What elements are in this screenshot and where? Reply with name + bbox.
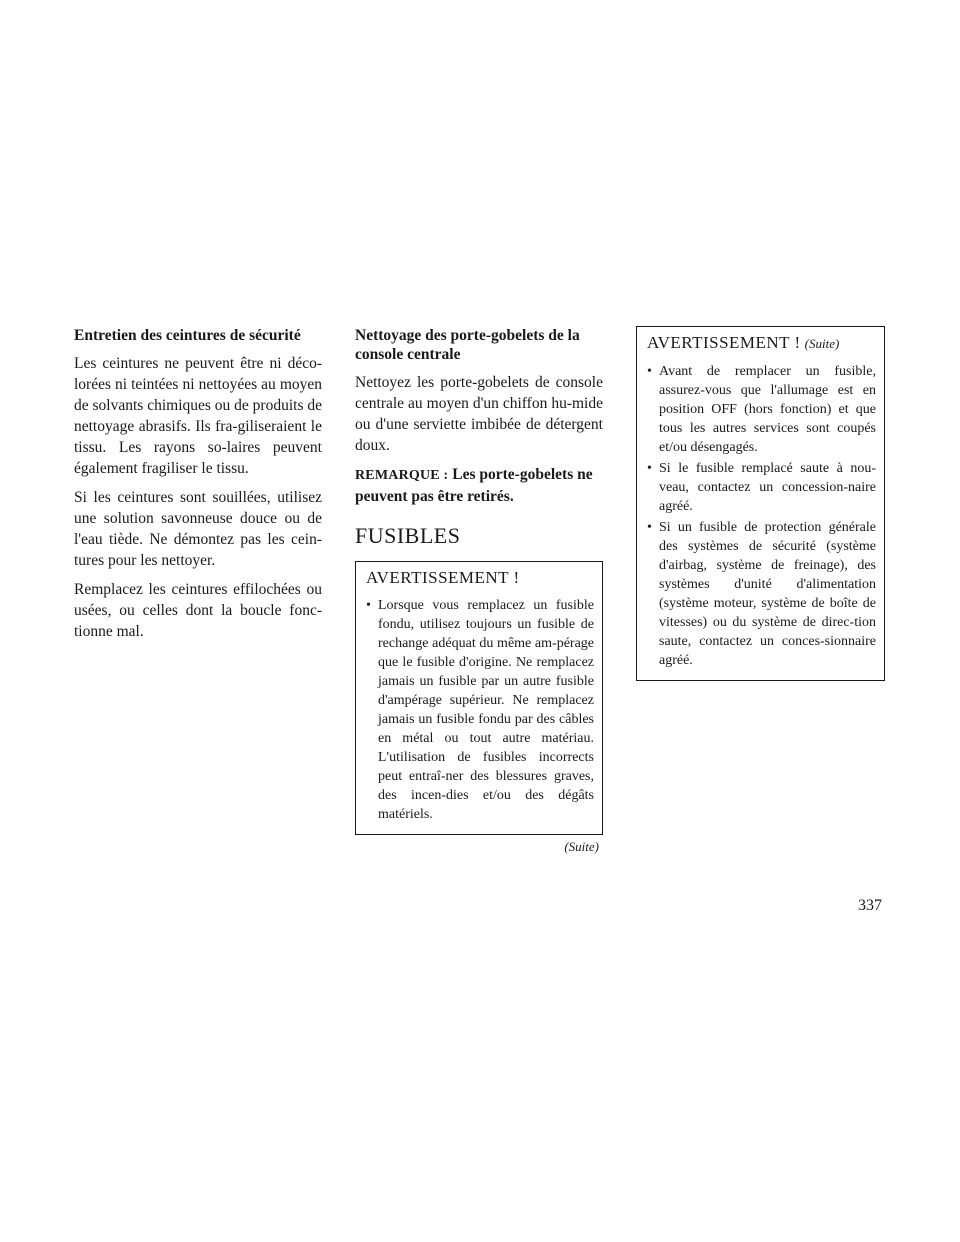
warning-box <box>355 561 603 835</box>
fuses-section-title: FUSIBLES <box>355 523 461 548</box>
warning-box-continued <box>636 326 885 681</box>
seatbelt-care-paragraph-3: Remplacez les ceintures effilochées ou usées, ou celles dont la boucle fonc-tionne mal. <box>74 581 322 640</box>
warning-item: • Lorsque vous remplacez un fusible fondu, utilisez toujours un fusible de rechange adéquat du même am-pérage que le fusible d'origine. Ne remplacez jamais un fusible par un autre fusible d'ampérage supérieur. Ne remplacez jamais un fusible fondu par des câbles en métal ou tout autre matériau. L'utilisation de fusibles incorrects peut entraî-ner des blessures graves, des incen-dies et/ou des dégâts matériels. <box>366 596 594 824</box>
seatbelt-care-paragraph-2: Si les ceintures sont souillées, utilisez une solution savonneuse douce ou de l'eau tiède. Ne démontez pas les cein-tures pour les nettoyer. <box>74 489 322 569</box>
warning-list-continued <box>647 362 876 670</box>
column-right <box>636 326 885 681</box>
cupholder-cleaning-paragraph: Nettoyez les porte-gobelets de console centrale au moyen d'un chiffon hu-mide ou d'une serviette imbibée de détergent doux. <box>355 374 603 454</box>
warning-title-continued <box>647 333 876 354</box>
cupholder-cleaning-heading: Nettoyage des porte-gobelets de la console centrale <box>355 327 580 363</box>
warning-item: • Si le fusible remplacé saute à nou-veau, contactez un concession-naire agréé. <box>647 459 876 516</box>
column-middle <box>355 326 603 855</box>
remark-text: Les porte-gobelets ne peuvent pas être retirés. <box>355 466 593 505</box>
warning-suite-label: (Suite) <box>804 336 840 351</box>
warning-item: • Si un fusible de protection générale des systèmes de sécurité (système d'airbag, système de freinage), des systèmes d'unité d'alimentation (système moteur, système de boîte de vitesses) ou du système de direc-tion saute, contactez un conces-sionnaire agréé. <box>647 518 876 670</box>
continued-label: (Suite) <box>564 839 599 854</box>
warning-list <box>366 596 594 824</box>
warning-title-text: AVERTISSEMENT ! <box>647 333 801 352</box>
seatbelt-care-heading: Entretien des ceintures de sécurité <box>74 327 301 344</box>
column-left <box>74 326 322 650</box>
page-number: 337 <box>858 897 882 914</box>
warning-title: AVERTISSEMENT ! <box>366 568 520 587</box>
remark-label: REMARQUE : <box>355 468 449 483</box>
remark-note <box>355 464 603 507</box>
warning-item: • Avant de remplacer un fusible, assurez-vous que l'allumage est en position OFF (hors fonction) et que tous les autres services sont coupés et/ou désengagés. <box>647 362 876 457</box>
seatbelt-care-paragraph-1: Les ceintures ne peuvent être ni déco-lorées ni teintées ni nettoyées au moyen de solvants chimiques ou de produits de nettoyage abrasifs. Ils fra-giliseraient le tissu. Les rayons so-laires peuvent également fragiliser le tissu. <box>74 355 322 477</box>
